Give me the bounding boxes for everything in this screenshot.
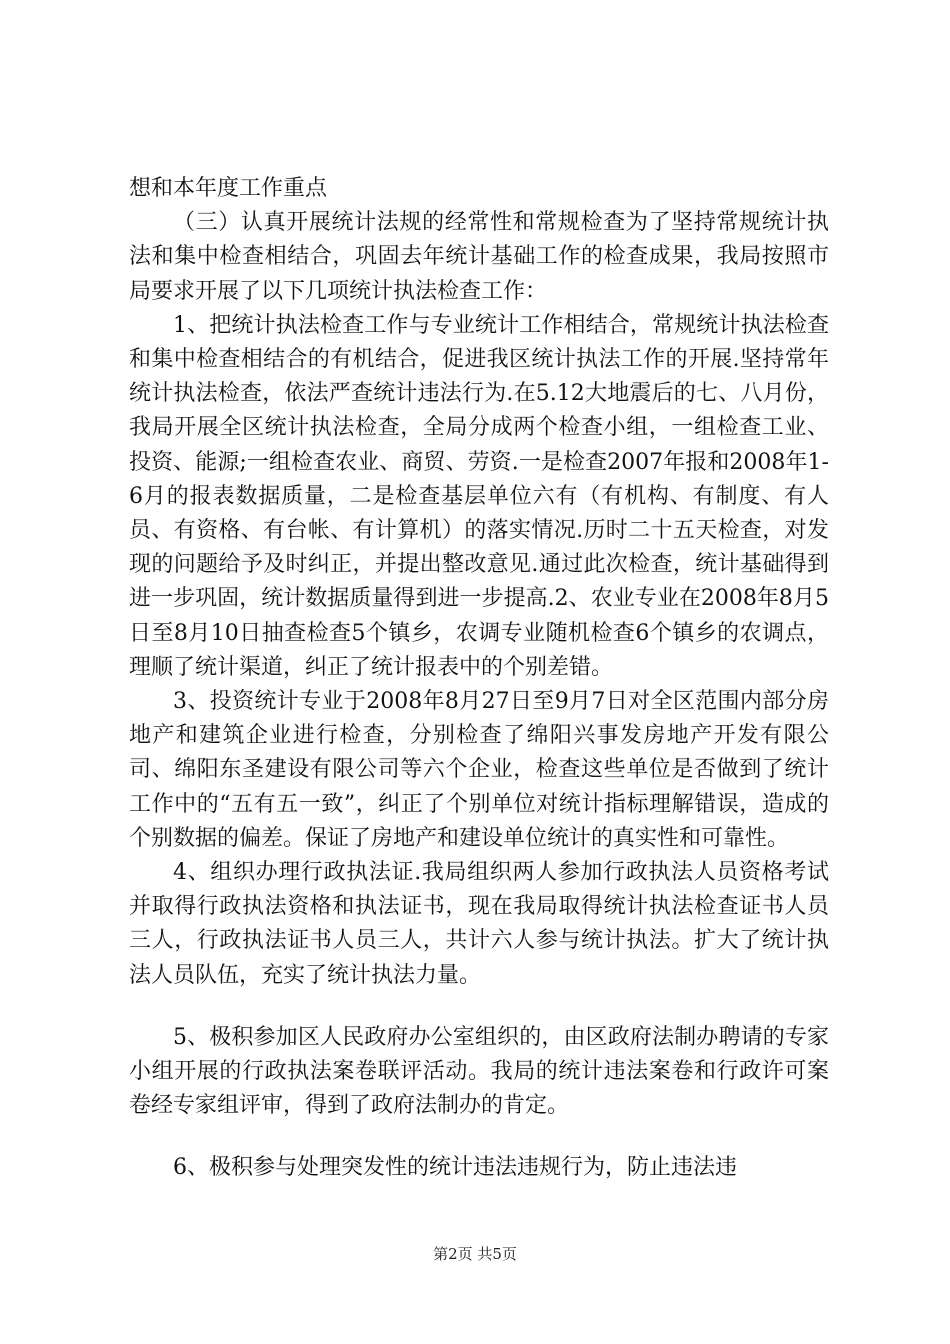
paragraph-section-three: （三）认真开展统计法规的经常性和常规检查为了坚持常规统计执法和集中检查相结合，巩固去年统计基础工作的检查成果，我局按照市局要求开展了以下几项统计执法检查工作： (129, 210, 829, 304)
paragraph-item-6: 6、极积参与处理突发性的统计违法违规行为，防止违法违 (173, 1155, 737, 1181)
paragraph-item-1: 1、把统计执法检查工作与专业统计工作相结合，常规统计执法检查和集中检查相结合的有机结合，促进我区统计执法工作的开展.坚持常年统计执法检查，依法严查统计违法行为.在5.12大地震后的七、八月份，我局开展全区统计执法检查，全局分成两个检查小组，一组检查工业、投资、能源;一组检查农业、商贸、劳资.一是检查2007年报和2008年1-6月的报表数据质量，二是检查基层单位六有（有机构、有制度、有人员、有资格、有台帐、有计算机）的落实情况.历时二十五天检查，对发现的问题给予及时纠正，并提出整改意见.通过此次检查，统计基础得到进一步巩固，统计数据质量得到进一步提高.2、农业专业在2008年8月5日至8月10日抽查检查5个镇乡，农调专业随机检查6个镇乡的农调点，理顺了统计渠道，纠正了统计报表中的个别差错。 (129, 312, 829, 680)
paragraph-item-5: 5、极积参加区人民政府办公室组织的，由区政府法制办聘请的专家小组开展的行政执法案卷联评活动。我局的统计违法案卷和行政许可案卷经专家组评审，得到了政府法制办的肯定。 (129, 1024, 829, 1119)
paragraph-heading-continuation: 想和本年度工作重点 (129, 176, 328, 201)
paragraph-item-4: 4、组织办理行政执法证.我局组织两人参加行政执法人员资格考试并取得行政执法资格和执法证书，现在我局取得统计执法检查证书人员三人，行政执法证书人员三人，共计六人参与统计执法。扩大了统计执法人员队伍，充实了统计执法力量。 (129, 860, 829, 988)
document-body (129, 172, 829, 1186)
page-number-footer: 第2页 共5页 (433, 1245, 517, 1263)
paragraph-item-3: 3、投资统计专业于2008年8月27日至9月7日对全区范围内部分房地产和建筑企业进行检查，分别检查了绵阳兴事发房地产开发有限公司、绵阳东圣建设有限公司等六个企业，检查这些单位是否做到了统计工作中的“五有五一致”，纠正了个别单位对统计指标理解错误，造成的个别数据的偏差。保证了房地产和建设单位统计的真实性和可靠性。 (129, 689, 829, 851)
